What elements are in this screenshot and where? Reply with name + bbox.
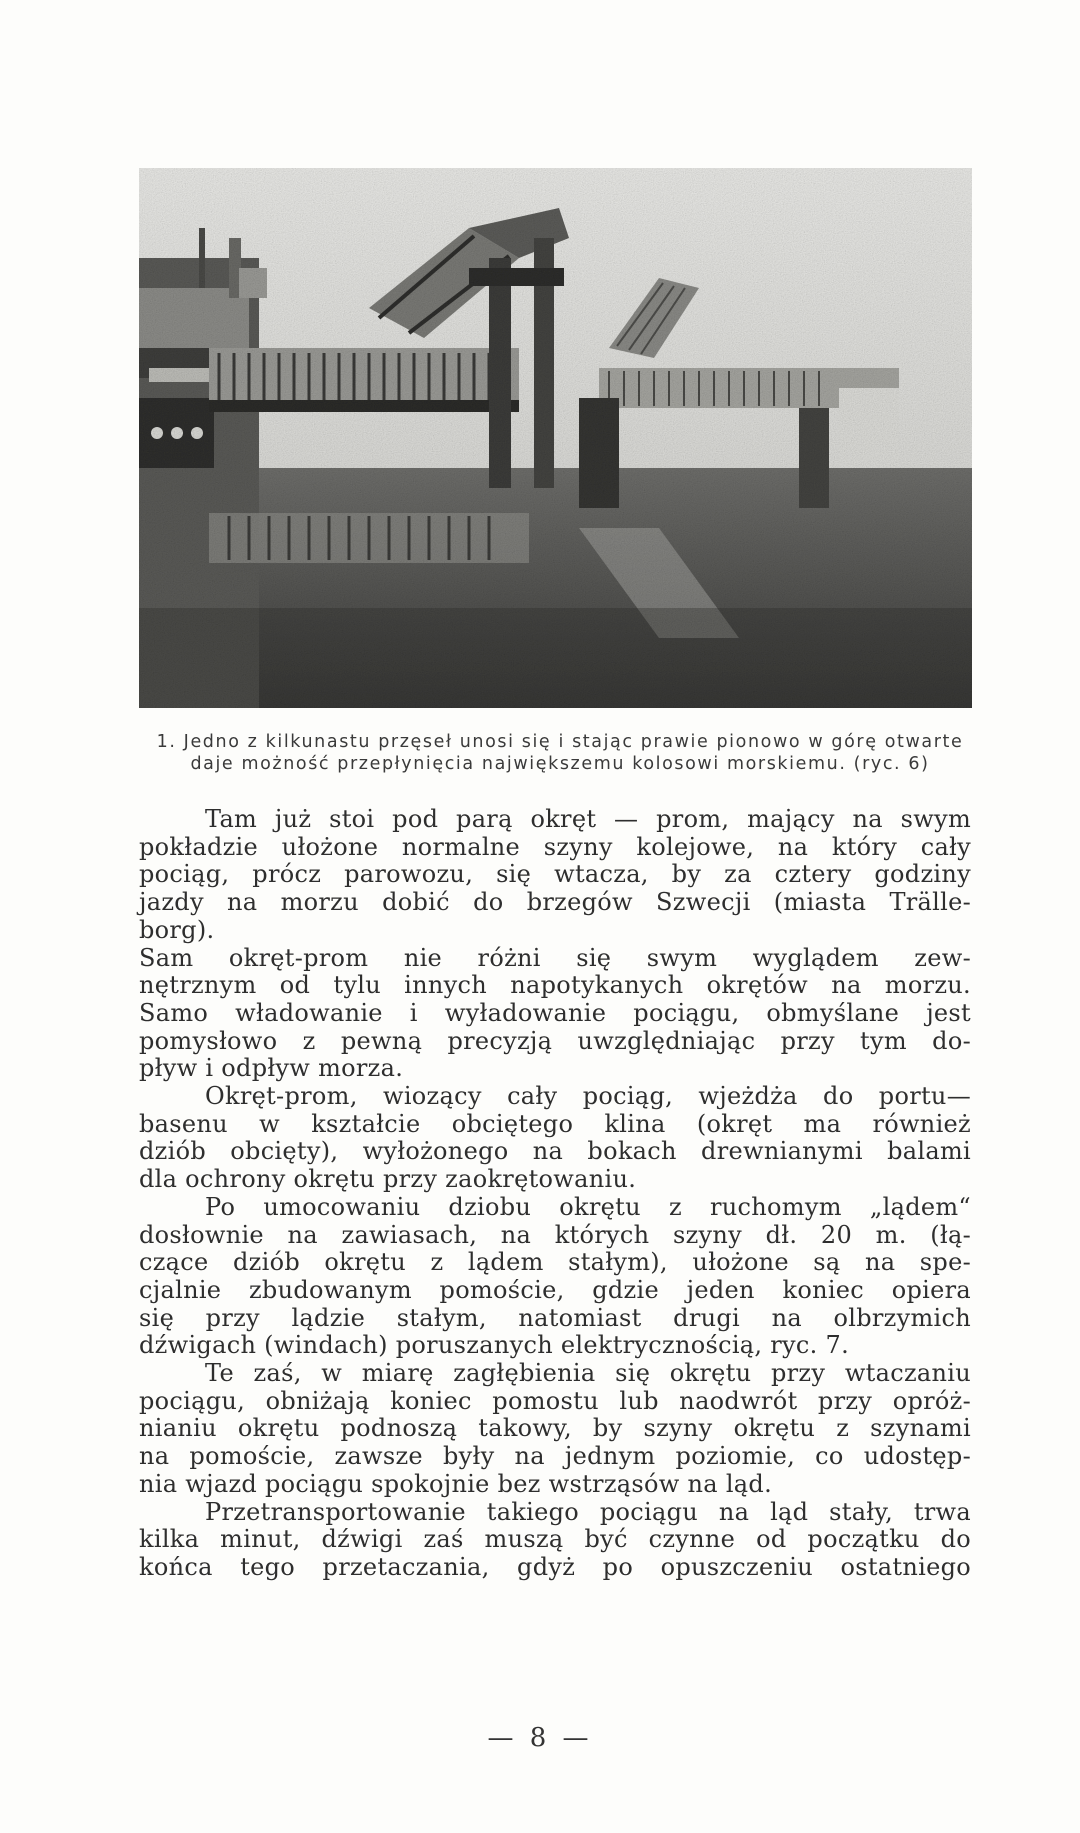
body-text (139, 806, 971, 1582)
figure-caption (145, 731, 975, 775)
text-line: dźwigach (windach) poruszanych elektrycznością, ryc. 7. (139, 1331, 850, 1360)
text-line: pociąg, prócz parowozu, się wtacza, by za cztery godziny (139, 860, 971, 889)
text-line: pomysłowo z pewną precyzją uwzględniając przy tym do- (139, 1026, 971, 1055)
text-line: Okręt-prom, wiozący cały pociąg, wjeżdża do portu— (205, 1082, 971, 1111)
text-line: końca tego przetaczania, gdyż po opuszczeniu ostatniego (139, 1552, 971, 1581)
text-line: cjalnie zbudowanym pomoście, gdzie jeden koniec opiera (139, 1275, 971, 1304)
raised-bridge-span-image (139, 168, 972, 708)
text-line: Po umocowaniu dziobu okrętu z ruchomym „lądem“ (205, 1192, 971, 1221)
page-number: — 8 — (487, 1723, 593, 1753)
paragraph (139, 945, 971, 1084)
text-line: Tam już stoi pod parą okręt — prom, mający na swym (205, 805, 971, 833)
text-line: Te zaś, w miarę zagłębienia się okrętu przy wtaczaniu (205, 1359, 971, 1388)
text-line: dziób obcięty), wyłożonego na bokach drewnianymi balami (139, 1137, 971, 1166)
paragraph (139, 1360, 971, 1499)
text-line: pływ i odpływ morza. (139, 1054, 404, 1083)
caption-line: daje możność przepłynięcia największemu kolosowi morskiemu. (ryc. 6) (190, 754, 930, 774)
text-line: dosłownie na zawiasach, na których szyny dł. 20 m. (łą- (139, 1220, 971, 1249)
text-line: dla ochrony okrętu przy zaokrętowaniu. (139, 1165, 637, 1194)
text-line: się przy lądzie stałym, natomiast drugi na olbrzymich (139, 1303, 971, 1332)
text-line: borg). (139, 915, 215, 944)
text-line: Sam okręt-prom nie różni się swym wyglądem zew- (139, 943, 971, 972)
text-line: pociągu, obniżają koniec pomostu lub naodwrót przy opróż- (139, 1386, 971, 1415)
paragraph (139, 806, 971, 945)
text-line: pokładzie ułożone normalne szyny kolejowe, na który cały (139, 832, 971, 861)
text-line: nianiu okrętu podnoszą takowy, by szyny okrętu z szynami (139, 1414, 971, 1443)
paragraph (139, 1194, 971, 1360)
bridge-photograph (139, 168, 972, 708)
paragraph (139, 1499, 971, 1582)
text-line: jazdy na morzu dobić do brzegów Szwecji (miasta Trälle- (139, 888, 971, 917)
text-line: nia wjazd pociągu spokojnie bez wstrząsów na ląd. (139, 1469, 772, 1498)
text-line: czące dziób okrętu z lądem stałym), ułożone są na spe- (139, 1248, 971, 1277)
text-line: basenu w kształcie obciętego klina (okręt ma również (139, 1109, 971, 1138)
text-line: Samo władowanie i wyładowanie pociągu, obmyślane jest (139, 998, 971, 1027)
caption-line: 1. Jedno z kilkunastu przęseł unosi się i stając prawie pionowo w górę otwarte (156, 732, 964, 752)
text-line: Przetransportowanie takiego pociągu na ląd stały, trwa (205, 1497, 971, 1526)
paragraph (139, 1083, 971, 1194)
text-line: nętrznym od tylu innych napotykanych okrętów na morzu. (139, 971, 971, 1000)
text-line: kilka minut, dźwigi zaś muszą być czynne od początku do (139, 1525, 971, 1554)
text-line: na pomoście, zawsze były na jednym poziomie, co udostęp- (139, 1442, 971, 1471)
